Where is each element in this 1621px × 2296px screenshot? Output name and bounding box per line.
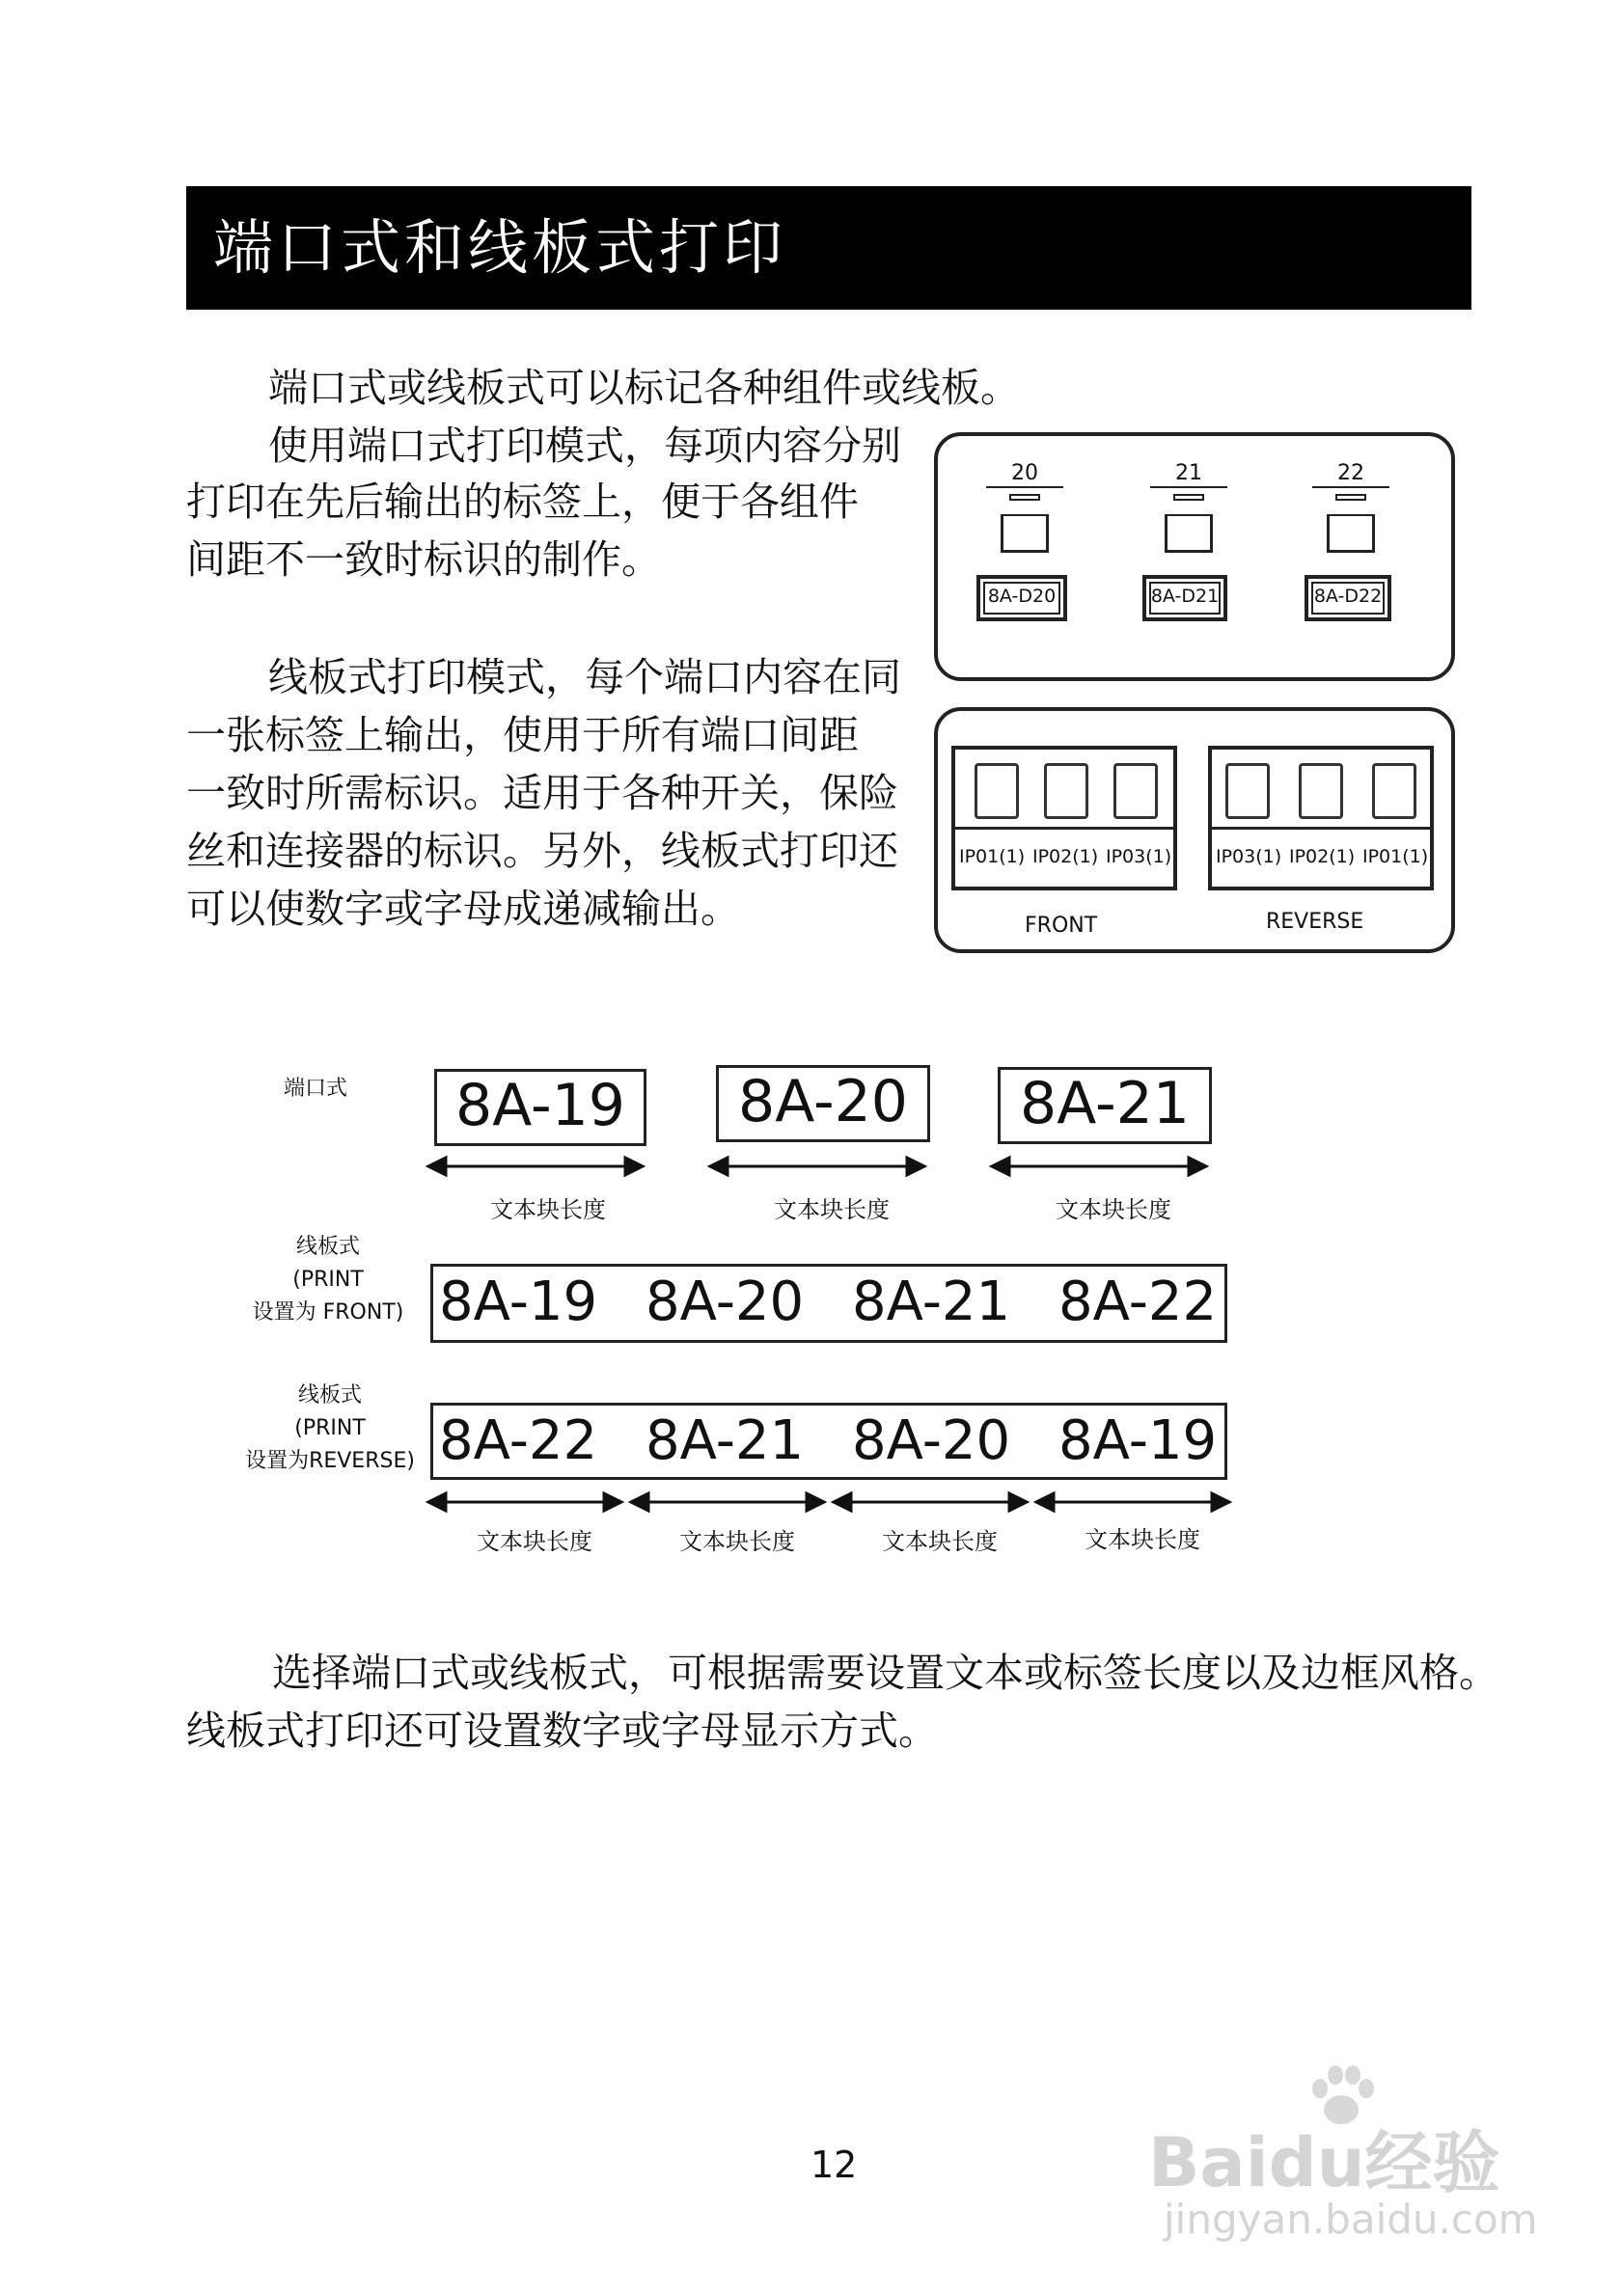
front-print-strip: 8A-19 8A-20 8A-21 8A-22 [430, 1264, 1227, 1343]
rj45-jack-icon [1001, 514, 1049, 553]
socket-icon [975, 763, 1019, 819]
port-mode-label-box: 8A-19 [434, 1069, 646, 1146]
port-number: 21 [1175, 461, 1202, 485]
paragraph-panel-line3: 一致时所需标识。适用于各种开关，保险 [186, 770, 898, 816]
reverse-title: REVERSE [1266, 910, 1364, 934]
page-number: 12 [810, 2144, 858, 2186]
port-unit [1131, 461, 1247, 607]
text-block-length-label: 文本块长度 [882, 1528, 998, 1555]
socket-icon [1299, 763, 1343, 819]
port-label: 8A-D22 [1305, 575, 1391, 621]
text-block-length-label: 文本块长度 [1085, 1526, 1200, 1553]
section-title-bar [186, 186, 1471, 310]
port-mode-label: 端口式 [284, 1077, 348, 1101]
rj45-jack-icon [1327, 514, 1375, 553]
text-block-length-label: 文本块长度 [679, 1528, 795, 1555]
port-label: 8A-D20 [976, 575, 1067, 621]
paragraph-summary-line2: 线板式打印还可设置数字或字母显示方式。 [186, 1708, 938, 1754]
text-block-length-label: 文本块长度 [477, 1528, 592, 1555]
socket-icon [1044, 763, 1088, 819]
paragraph-panel-line5: 可以使数字或字母成递减输出。 [186, 886, 740, 932]
port-mode-label-box: 8A-21 [998, 1067, 1212, 1144]
reverse-print-strip: 8A-22 8A-21 8A-20 8A-19 [430, 1403, 1227, 1480]
front-title: FRONT [1025, 914, 1098, 938]
length-arrows-icon [425, 1154, 1254, 1179]
paragraph-port-line2: 打印在先后输出的标签上，便于各组件 [186, 478, 859, 525]
paragraph-port-line1: 使用端口式打印模式，每项内容分别 [268, 423, 901, 469]
watermark-url: jingyan.baidu.com [1164, 2196, 1538, 2243]
length-arrows-icon [425, 1490, 1235, 1515]
reverse-label-strip: IP03(1) IP02(1) IP01(1) [1212, 827, 1430, 889]
port-unit [1293, 461, 1409, 607]
port-number: 22 [1337, 461, 1364, 485]
socket-icon [1372, 763, 1416, 819]
panel-diagram [934, 707, 1455, 953]
port-mode-label-box: 8A-20 [716, 1065, 930, 1142]
reverse-panel [1208, 746, 1434, 890]
text-block-length-label: 文本块长度 [1056, 1196, 1171, 1223]
paragraph-panel-line2: 一张标签上输出，使用于所有端口间距 [186, 712, 859, 758]
front-label-strip: IP01(1) IP02(1) IP03(1) [955, 827, 1173, 889]
rj45-jack-icon [1165, 514, 1213, 553]
socket-icon [1225, 763, 1270, 819]
watermark-brand: Baidu经验 [1148, 2123, 1500, 2202]
paragraph-panel-line4: 丝和连接器的标识。另外，线板式打印还 [186, 828, 898, 874]
front-panel [951, 746, 1177, 890]
port-label: 8A-D21 [1142, 575, 1227, 621]
paragraph-port-line3: 间距不一致时标识的制作。 [186, 536, 661, 583]
port-number: 20 [1011, 461, 1038, 485]
front-mode-label: 线板式 (PRINT 设置为 FRONT) [252, 1235, 404, 1325]
port-unit [967, 461, 1083, 607]
text-block-length-label: 文本块长度 [774, 1196, 890, 1223]
paragraph-panel-line1: 线板式打印模式，每个端口内容在同 [268, 654, 901, 700]
text-block-length-label: 文本块长度 [490, 1196, 606, 1223]
reverse-mode-label: 线板式 (PRINT 设置为REVERSE) [245, 1383, 415, 1473]
port-diagram [934, 432, 1455, 681]
section-title: 端口式和线板式打印 [213, 212, 787, 283]
paragraph-summary-line1: 选择端口式或线板式，可根据需要设置文本或标签长度以及边框风格。 [272, 1650, 1498, 1696]
socket-icon [1113, 763, 1158, 819]
paragraph-intro: 端口式或线板式可以标记各种组件或线板。 [268, 365, 1020, 411]
